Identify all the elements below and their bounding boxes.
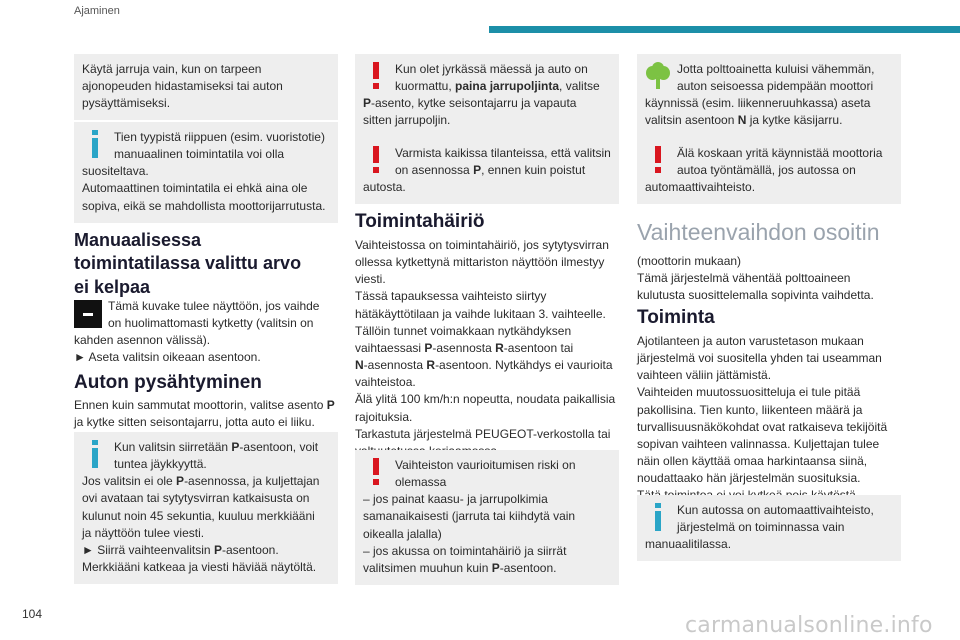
warning-icon bbox=[363, 62, 389, 88]
eco-leaf-icon bbox=[645, 62, 671, 88]
info-line: järjestelmä on toiminnassa vain bbox=[677, 520, 845, 535]
info-line: ja näyttöön tulee viesti. bbox=[82, 525, 205, 540]
para-line: vaihteistoa. bbox=[355, 375, 416, 390]
heading-line: ei kelpaa bbox=[74, 276, 151, 297]
warning-line: automaattivaihteisto. bbox=[645, 180, 756, 195]
warning-line: valitsimen muuhun kuin P-asentoon. bbox=[363, 560, 557, 575]
para-line: ja kytke sitten seisontajarru, jotta auto ei liiku. bbox=[74, 415, 315, 430]
para-line: Tämä kuvake tulee näyttöön, jos vaihde bbox=[108, 299, 320, 313]
info-line: Kun valitsin siirretään P-asentoon, voit bbox=[114, 440, 319, 454]
para-malfunction bbox=[355, 237, 619, 460]
warning-icon bbox=[645, 146, 671, 172]
page-number: 104 bbox=[22, 607, 43, 621]
para-invalid-value bbox=[74, 298, 338, 367]
warning-line: Älä koskaan yritä käynnistää moottoria bbox=[677, 146, 883, 160]
warning-line: kuormattu, paina jarrupoljinta, valitse bbox=[395, 79, 600, 94]
para-line: viesti. bbox=[355, 272, 386, 287]
warning-line: samanaikaisesti (jarruta tai kiihdytä vain bbox=[363, 509, 576, 524]
para-line: turvallisuusnäkökohdat ovat ratkaiseva tekijöitä bbox=[637, 419, 888, 434]
info-box-road-type bbox=[74, 122, 338, 223]
para-line: ollessa kytkettynä mittariston näyttöön ilmestyy bbox=[355, 255, 605, 270]
para-line: vaihtaessasi P-asennosta R-asentoon tai bbox=[355, 340, 574, 355]
note-line: ajonopeuden hidastamiseksi tai auton bbox=[82, 79, 283, 94]
note-box-braking bbox=[74, 54, 338, 120]
warning-line: olemassa bbox=[395, 475, 447, 490]
para-line: rajoituksia. bbox=[355, 409, 413, 424]
para-line: Älä ylitä 100 km/h:n nopeutta, noudata paikallisia bbox=[355, 392, 616, 407]
info-line: Jos valitsin ei ole P-asennossa, ja kuljettajan bbox=[82, 474, 320, 489]
warning-line: P-asento, kytke seisontajarru ja vapauta bbox=[363, 96, 577, 111]
eco-line: käynnissä (esim. liikenneruuhkassa) aseta bbox=[645, 96, 871, 111]
warning-icon bbox=[363, 146, 389, 172]
heading-invalid-value bbox=[74, 229, 301, 299]
info-icon bbox=[82, 440, 108, 466]
info-box-manual-mode bbox=[637, 495, 901, 561]
info-line: sopiva, eikä se mahdollista moottorijarrutusta. bbox=[82, 198, 326, 213]
para-line: Vaihteiden muutossuositteluja ei tule pitää bbox=[637, 385, 861, 400]
warning-line: autoa työntämällä, jos autossa on bbox=[677, 163, 856, 178]
para-line: Vaihteistossa on toimintahäiriö, jos sytytysvirran bbox=[355, 238, 609, 252]
para-line: hätäkäyttötilaan ja vaihde lukitaan 3. vaihteelle. bbox=[355, 306, 606, 321]
para-gear-indicator bbox=[637, 253, 901, 304]
para-line: näin ollen käyttää omaa harkintaansa siinä, bbox=[637, 454, 868, 469]
para-line: järjestelmä voi suositella yhden tai useamman bbox=[637, 351, 882, 366]
para-line: on huolimattomasti kytketty (valitsin on bbox=[108, 316, 314, 331]
para-line: kahden asennon välissä). bbox=[74, 333, 211, 348]
note-line: pysäyttämiseksi. bbox=[82, 96, 171, 111]
para-line: Tässä tapauksessa vaihteisto siirtyy bbox=[355, 289, 547, 304]
warning-box-push-start bbox=[637, 138, 901, 204]
para-line: kulutusta suosittelemalla sopivinta vaihdetta. bbox=[637, 288, 874, 303]
info-line: suositeltava. bbox=[82, 164, 149, 179]
warning-line: oikealla jalalla) bbox=[363, 526, 442, 541]
info-line: Tien tyypistä riippuen (esim. vuoristotie) bbox=[114, 130, 325, 144]
para-line: Ajotilanteen ja auton varustetason mukaan bbox=[637, 334, 864, 348]
warning-line: Varmista kaikissa tilanteissa, että valitsin bbox=[395, 146, 611, 160]
eco-box-idling bbox=[637, 54, 901, 138]
warning-line: on asennossa P, ennen kuin poistut bbox=[395, 163, 586, 178]
heading-line: Manuaalisessa bbox=[74, 230, 202, 250]
section-title: Ajaminen bbox=[74, 5, 120, 17]
heading-operation: Toiminta bbox=[637, 307, 715, 328]
info-icon bbox=[82, 130, 108, 156]
info-line: ovi avataan tai sytytysvirran katkaisusta on bbox=[82, 491, 310, 506]
para-line: Tällöin tunnet voimakkaan nytkähdyksen bbox=[355, 323, 572, 338]
watermark: carmanualsonline.info bbox=[685, 613, 933, 638]
para-line: Tämä järjestelmä vähentää polttoaineen bbox=[637, 271, 851, 286]
para-line: N-asennosta R-asentoon. Nytkähdys ei vaurioita bbox=[355, 358, 613, 373]
para-line: sopivan vaihteen valinnassa. Kuljettajan tulee bbox=[637, 436, 880, 451]
minus-icon bbox=[74, 300, 102, 328]
warning-box-leave-car bbox=[355, 138, 619, 204]
warning-icon bbox=[363, 458, 389, 484]
warning-line: sitten jarrupoljin. bbox=[363, 113, 451, 128]
heading-line: toimintatilassa valittu arvo bbox=[74, 253, 302, 274]
info-line: ► Siirrä vaihteenvalitsin P-asentoon. bbox=[82, 542, 279, 557]
warning-box-damage-risk bbox=[355, 450, 619, 585]
heading-malfunction: Toimintahäiriö bbox=[355, 211, 485, 232]
info-line: Automaattinen toimintatila ei ehkä aina ole bbox=[82, 181, 308, 196]
note-line: Käytä jarruja vain, kun on tarpeen bbox=[82, 62, 262, 76]
para-line: Tarkastuta järjestelmä PEUGEOT-verkostolla tai bbox=[355, 426, 611, 441]
para-auto-stop bbox=[74, 397, 338, 431]
warning-line: Vaihteiston vaurioitumisen riski on bbox=[395, 458, 576, 472]
para-line: noudattaako hän järjestelmän suosituksia. bbox=[637, 471, 861, 486]
info-box-p-position bbox=[74, 432, 338, 584]
warning-box-slope bbox=[355, 54, 619, 138]
para-line: pakollisina. Tien kunto, liikenteen määrä ja bbox=[637, 402, 863, 417]
eco-line: valitsin asentoon N ja kytke käsijarru. bbox=[645, 113, 843, 128]
eco-line: auton seisoessa pidempään moottori bbox=[677, 79, 874, 94]
info-line: manuaalinen toimintatila voi olla bbox=[114, 147, 285, 162]
heading-auto-stop: Auton pysähtyminen bbox=[74, 372, 262, 393]
warning-line: autosta. bbox=[363, 180, 406, 195]
warning-line: Kun olet jyrkässä mäessä ja auto on bbox=[395, 62, 588, 76]
warning-line: – jos painat kaasu- ja jarrupolkimia bbox=[363, 492, 548, 507]
info-icon bbox=[645, 503, 671, 529]
para-line: (moottorin mukaan) bbox=[637, 254, 742, 268]
heading-gear-shift-indicator: Vaihteenvaihdon osoitin bbox=[637, 219, 880, 245]
para-line: ► Aseta valitsin oikeaan asentoon. bbox=[74, 350, 261, 365]
para-line: Ennen kuin sammutat moottorin, valitse asento P bbox=[74, 398, 335, 412]
para-operation bbox=[637, 333, 901, 505]
eco-line: Jotta polttoainetta kuluisi vähemmän, bbox=[677, 62, 875, 76]
warning-line: – jos akussa on toimintahäiriö ja siirrät bbox=[363, 543, 567, 558]
info-line: tuntea jäykkyyttä. bbox=[114, 457, 207, 472]
info-line: kulunut noin 45 sekuntia, kuuluu merkkiääni bbox=[82, 508, 315, 523]
para-line: vaihteen väliin jättämistä. bbox=[637, 368, 772, 383]
header-accent-bar bbox=[489, 26, 960, 33]
info-line: Kun autossa on automaattivaihteisto, bbox=[677, 503, 874, 517]
info-line: Merkkiääni katkeaa ja viesti häviää näytöltä. bbox=[82, 560, 317, 575]
info-line: manuaalitilassa. bbox=[645, 537, 732, 552]
